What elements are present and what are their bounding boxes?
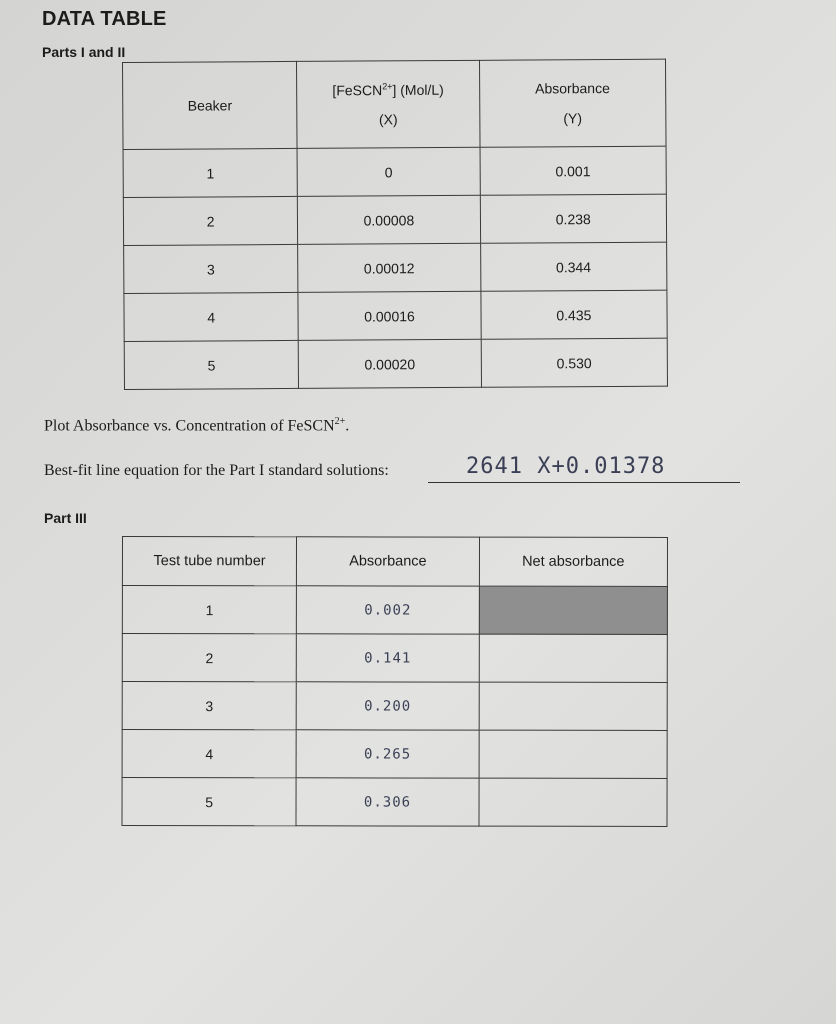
- beaker-cell: 1: [123, 148, 298, 197]
- absorbance-cell: 0.344: [480, 242, 667, 291]
- tube-cell: 3: [122, 682, 296, 730]
- tube-cell: 5: [122, 778, 296, 826]
- table-row: [124, 290, 667, 341]
- table-row: [122, 730, 667, 779]
- absorbance-cell: 0.435: [481, 290, 668, 339]
- net-absorbance-cell: [479, 730, 667, 778]
- table-row: [122, 682, 667, 731]
- absorbance-cell: 0.530: [481, 338, 668, 387]
- table-row: [123, 194, 666, 245]
- table-row: [124, 338, 667, 389]
- absorbance-cell: 0.265: [296, 730, 478, 778]
- tube-cell: 4: [122, 730, 296, 778]
- absorbance-cell: 0.306: [296, 778, 478, 826]
- absorbance-cell: 0.001: [480, 146, 667, 195]
- standards-table: [122, 59, 668, 390]
- table-header-row: [122, 537, 667, 587]
- net-absorbance-header: Net absorbance: [479, 537, 667, 586]
- table-row: [122, 778, 667, 827]
- page-title: DATA TABLE: [42, 8, 167, 30]
- absorbance-header: Absorbance: [297, 537, 479, 586]
- beaker-header: Beaker: [123, 61, 298, 149]
- concentration-cell: 0.00008: [298, 195, 481, 244]
- table-row: [122, 634, 667, 683]
- bestfit-equation: 2641 X+0.01378: [466, 454, 666, 479]
- answer-line: [428, 482, 740, 483]
- concentration-cell: 0.00012: [298, 243, 481, 292]
- table-row: [124, 242, 667, 293]
- beaker-cell: 5: [124, 340, 299, 389]
- table-row: [122, 586, 667, 635]
- net-absorbance-cell: [479, 778, 667, 826]
- bestfit-label: Best-fit line equation for the Part I standard solutions:: [44, 462, 389, 479]
- plot-instruction: Plot Absorbance vs. Concentration of FeSCN$^{2+}$.: [44, 416, 350, 435]
- tube-header: Test tube number: [122, 537, 296, 586]
- concentration-cell: 0: [297, 147, 480, 196]
- part3-label: Part III: [44, 510, 87, 526]
- beaker-cell: 3: [124, 244, 299, 293]
- concentration-cell: 0.00016: [298, 291, 481, 340]
- net-absorbance-cell: [479, 634, 667, 682]
- tube-cell: 2: [122, 634, 296, 682]
- tube-cell: 1: [122, 586, 296, 634]
- table-row: [123, 146, 666, 197]
- net-absorbance-cell: [479, 682, 667, 730]
- absorbance-cell: 0.200: [296, 682, 478, 730]
- beaker-cell: 4: [124, 292, 299, 341]
- absorbance-header: Absorbance (Y): [479, 59, 666, 147]
- test-tube-table: [121, 536, 668, 827]
- beaker-cell: 2: [123, 196, 298, 245]
- concentration-cell: 0.00020: [298, 339, 481, 388]
- absorbance-cell: 0.238: [480, 194, 667, 243]
- concentration-header: [FeSCN$^{2+}$] (Mol/L) (X): [297, 60, 480, 148]
- table-header-row: [123, 59, 667, 149]
- parts-label: Parts I and II: [42, 44, 126, 60]
- net-absorbance-cell: [479, 586, 667, 634]
- absorbance-cell: 0.002: [297, 586, 479, 634]
- absorbance-cell: 0.141: [297, 634, 479, 682]
